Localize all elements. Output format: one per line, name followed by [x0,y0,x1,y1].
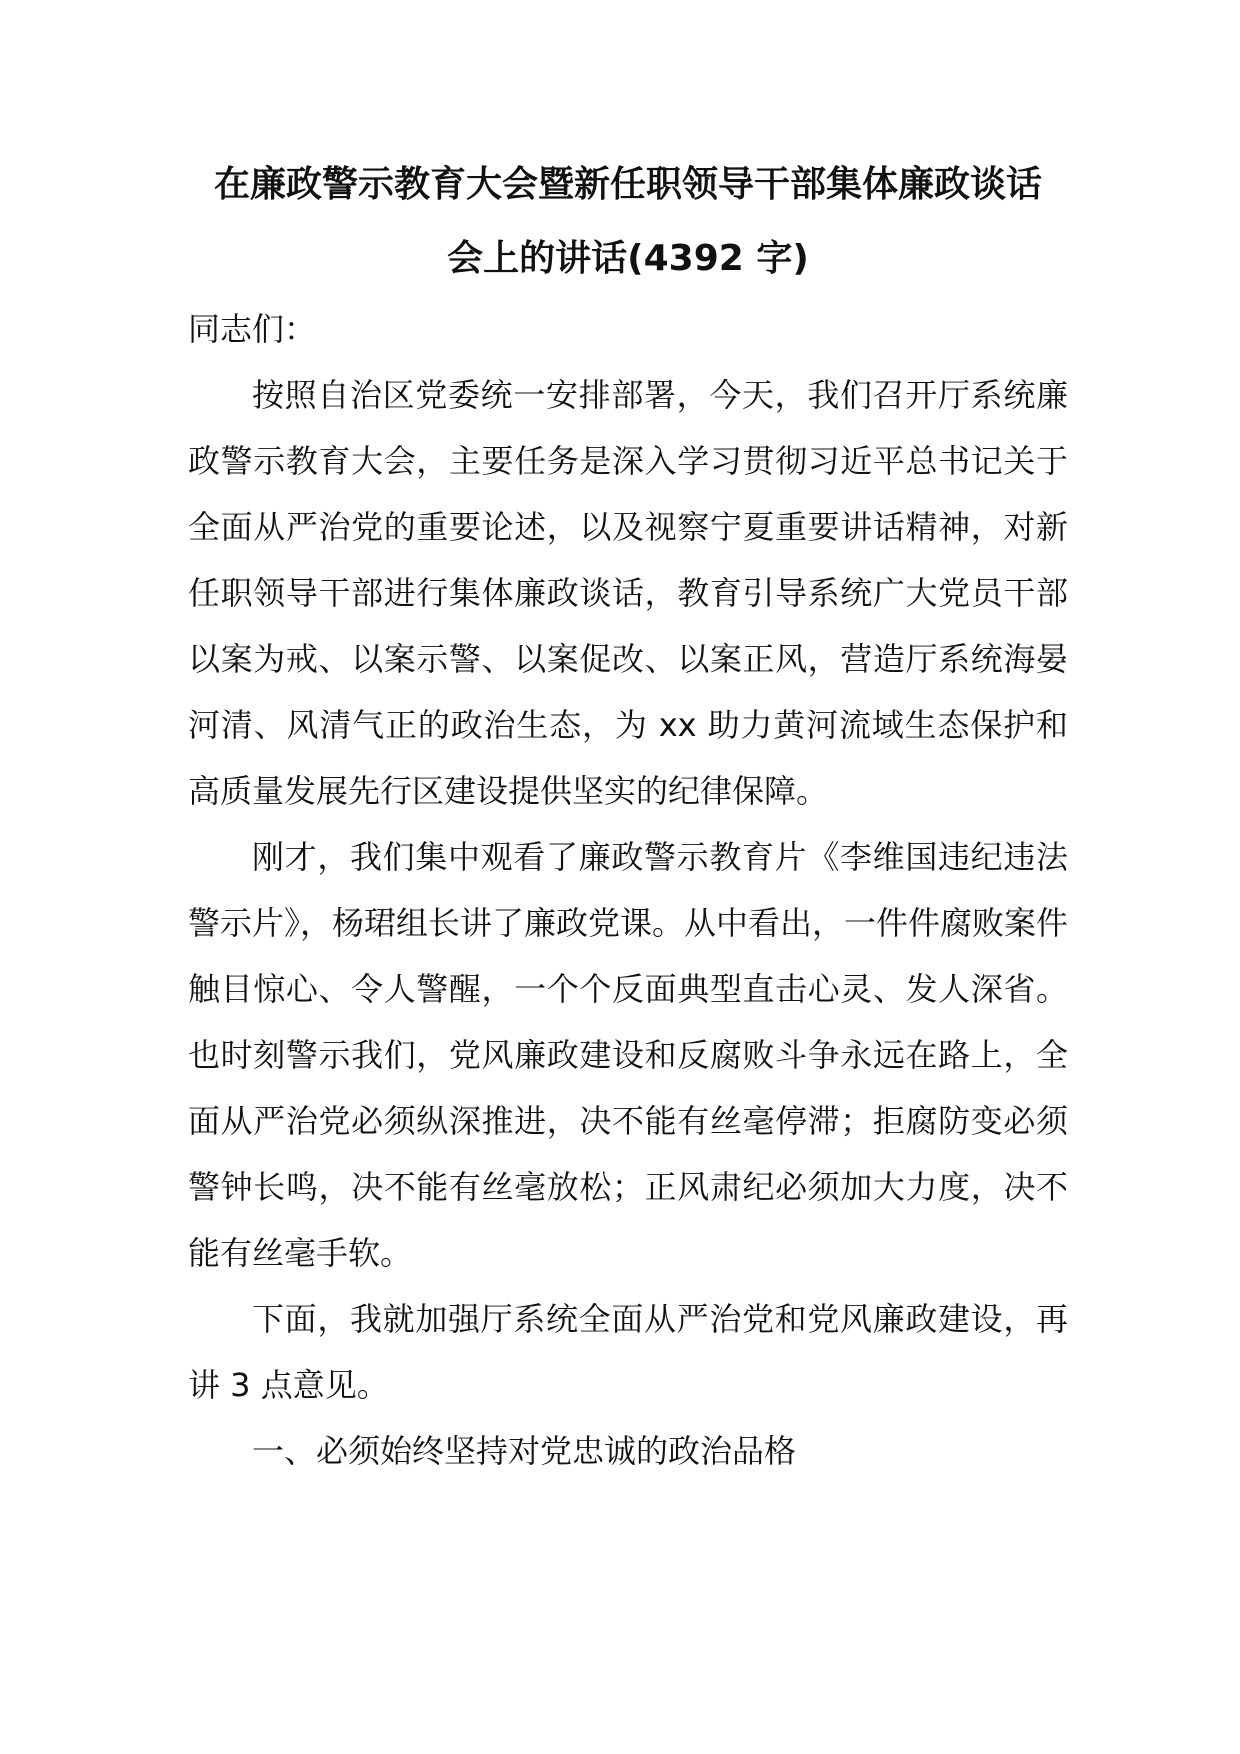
salutation: 同志们： [188,310,317,348]
title-line-2: 会上的讲话(4392 字) [447,238,809,279]
document-title [188,148,1068,296]
title-line-1: 在廉政警示教育大会暨新任职领导干部集体廉政谈话 [213,164,1042,205]
document-page [188,148,1068,1484]
section-heading: 一、必须始终坚持对党忠诚的政治品格 [252,1432,797,1470]
paragraph-2: 刚才，我们集中观看了廉政警示教育片《李维国违纪违法警示片》，杨珺组长讲了廉政党课。从中看出，一件件腐败案件触目惊心、令人警醒，一个个反面典型直击心灵、发人深省。也时刻警示我们，党风廉政建设和反腐败斗争永远在路上，全面从严治党必须纵深推进，决不能有丝毫停滞；拒腐防变必须警钟长鸣，决不能有丝毫放松；正风肃纪必须加大力度，决不能有丝毫手软。 [188,838,1069,1272]
paragraph-3: 下面，我就加强厅系统全面从严治党和党风廉政建设，再讲 3 点意见。 [188,1300,1068,1404]
paragraph-1: 按照自治区党委统一安排部署，今天，我们召开厅系统廉政警示教育大会，主要任务是深入学习贯彻习近平总书记关于全面从严治党的重要论述，以及视察宁夏重要讲话精神，对新任职领导干部进行集体廉政谈话，教育引导系统广大党员干部以案为戒、以案示警、以案促改、以案正风，营造厅系统海晏河清、风清气正的政治生态，为 xx 助力黄河流域生态保护和高质量发展先行区建设提供坚实的纪律保障。 [188,376,1068,810]
